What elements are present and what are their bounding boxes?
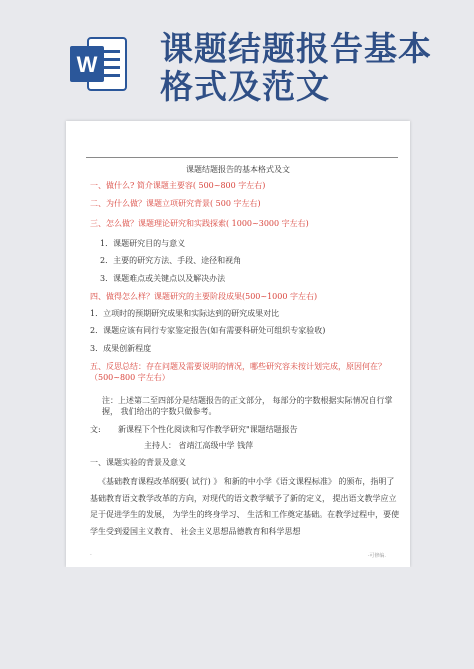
section-heading: 一、课题实验的背景及意义: [90, 458, 186, 467]
section-heading-3: 三、怎么做？课题理论研究和实践探索( 1000~3000 字左右): [90, 219, 309, 228]
header-banner: [0, 0, 474, 115]
document-page: [66, 121, 410, 567]
page-title: [160, 30, 460, 106]
author-line: 主持人： 省靖江高级中学 钱萍: [144, 441, 254, 450]
report-title: 新课程下个性化阅读和写作教学研究"课题结题报告: [118, 425, 298, 434]
list-item: 2．主要的研究方法、手段、途径和视角: [100, 256, 242, 265]
list-item: 1．课题研究目的与意义: [100, 239, 186, 248]
section-heading-5: 五、反思总结：存在问题及需要说明的情况，哪些研究容未按计划完成，原因何在？（500~800 字左右）: [90, 362, 386, 382]
svg-text:W: W: [76, 52, 98, 77]
word-document-icon: [66, 32, 130, 96]
list-item: 1．立项时的预期研究成果和实际达到的研究成果对比: [90, 309, 280, 318]
page-background: [0, 567, 474, 669]
list-item: 2．课题应该有同行专家鉴定报告(如有需要科研处可组织专家验收): [90, 326, 326, 335]
document-title: 课题结题报告的基本格式及文: [186, 165, 290, 174]
list-item: 3．课题难点或关键点以及解决办法: [100, 274, 226, 283]
section-heading-4: 四、做得怎么样？课题研究的主要阶段成果(500~1000 字左右): [90, 292, 318, 301]
list-item: 3．成果创新程度: [90, 344, 152, 353]
section-heading-1: 一、做什么? 简介课题主要容( 500~800 字左右): [90, 181, 266, 190]
text-label: 文:: [90, 425, 101, 434]
section-heading-2: 二、为什么做？课题立项研究背景( 500 字左右): [90, 199, 261, 208]
footer-page-note: -可修编.: [367, 553, 386, 559]
footer-mark: -: [90, 552, 92, 558]
body-paragraph: 《基础教育课程改革纲要( 试行) 》 和新的中小学《语文课程标准》 的颁布，指明了基础教育语文教学改革的方向，对现代的语文教学赋予了新的定义， 提出语文教学应立足于促进学生的发展， 为学生的终身学习、 生活和工作奠定基础。在教学过程中，要使学生受到爱国主义教育、 社会主义思想品德教育和科学思想: [90, 477, 400, 536]
header-rule: [86, 157, 398, 158]
note-paragraph: 注：上述第二至四部分是结题报告的正文部分， 每部分的字数根据实际情况自行掌握， 我们给出的字数只做参考。: [102, 396, 393, 416]
page-title-line-1: 课题结题报告基本: [160, 29, 432, 68]
page-title-line-2: 格式及范文: [160, 67, 330, 106]
